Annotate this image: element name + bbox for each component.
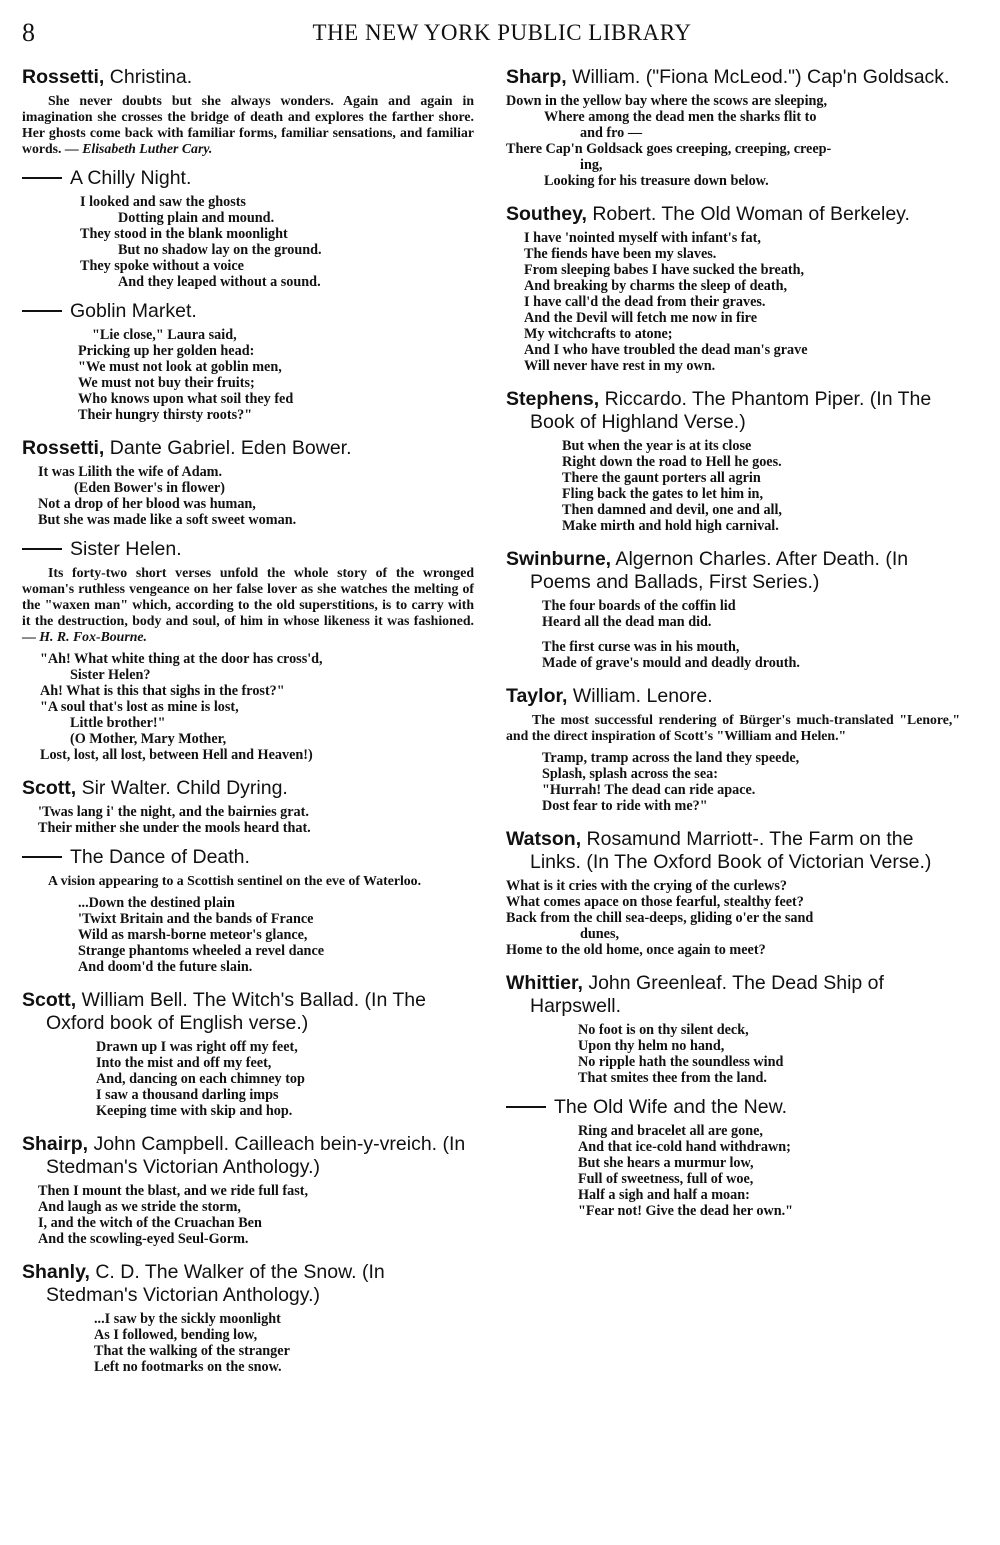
verse-line: And that ice-cold hand withdrawn; bbox=[578, 1139, 791, 1155]
verse-line: But no shadow lay on the ground. bbox=[118, 242, 322, 258]
verse-line: Dost fear to ride with me?" bbox=[542, 798, 708, 814]
verse-line: It was Lilith the wife of Adam. bbox=[38, 464, 223, 480]
verse-quote bbox=[22, 464, 474, 528]
catalog-entry bbox=[506, 1096, 960, 1219]
entry-title: William. ("Fiona McLeod.") Cap'n Goldsack. bbox=[566, 66, 950, 88]
verse-line: "Lie close," Laura said, bbox=[92, 327, 237, 343]
verse-line: They stood in the blank moonlight bbox=[80, 226, 288, 242]
entry-heading bbox=[506, 828, 960, 874]
right-column bbox=[506, 66, 960, 1233]
verse-quote bbox=[22, 895, 474, 975]
verse-line: The first curse was in his mouth, bbox=[542, 639, 740, 655]
entry-heading bbox=[506, 972, 960, 1018]
catalog-entry bbox=[506, 972, 960, 1086]
author-name: Scott, bbox=[22, 777, 77, 799]
entry-title: William. Lenore. bbox=[567, 685, 713, 707]
verse-line: Pricking up her golden head: bbox=[78, 343, 255, 359]
entry-title: A Chilly Night. bbox=[70, 167, 192, 189]
author-name: Shanly, bbox=[22, 1261, 90, 1283]
description-credit: H. R. Fox-Bourne. bbox=[39, 629, 147, 644]
catalog-entry bbox=[22, 66, 474, 157]
verse-line: And they leaped without a sound. bbox=[118, 274, 321, 290]
verse-line: And I who have troubled the dead man's grave bbox=[524, 342, 808, 358]
verse-line: But when the year is at its close bbox=[562, 438, 752, 454]
description-text: Its forty-two short verses unfold the whole story of the wronged woman's ruthless vengeance on her false lover as she watches the melting of the "waxen man" which, according to the old superstitions, is to carry with it the destruction, body and soul, of him in whose likeness it was fashioned. — bbox=[22, 565, 474, 644]
entry-heading bbox=[22, 66, 474, 89]
catalog-entry bbox=[506, 548, 960, 671]
entry-title: John Greenleaf. The Dead Ship of Harpswell. bbox=[530, 972, 884, 1017]
author-name: Whittier, bbox=[506, 972, 583, 994]
verse-line: No foot is on thy silent deck, bbox=[578, 1022, 749, 1038]
verse-line: There the gaunt porters all agrin bbox=[562, 470, 761, 486]
verse-quote bbox=[506, 750, 960, 814]
verse-line: And laugh as we stride the storm, bbox=[38, 1199, 241, 1215]
entry-title: Goblin Market. bbox=[70, 300, 197, 322]
verse-line: Heard all the dead man did. bbox=[542, 614, 712, 630]
verse-line: "Hurrah! The dead can ride apace. bbox=[542, 782, 756, 798]
entry-title: William Bell. The Witch's Ballad. (In The Oxford book of English verse.) bbox=[46, 989, 426, 1034]
verse-line: That smites thee from the land. bbox=[578, 1070, 767, 1086]
verse-line: "Fear not! Give the dead her own." bbox=[578, 1203, 794, 1219]
verse-line: And doom'd the future slain. bbox=[78, 959, 253, 975]
catalog-entry bbox=[506, 828, 960, 958]
author-name: Rossetti, bbox=[22, 437, 105, 459]
verse-line: Down in the yellow bay where the scows are sleeping, bbox=[506, 93, 828, 109]
verse-line: Full of sweetness, full of woe, bbox=[578, 1171, 754, 1187]
entry-heading bbox=[22, 538, 474, 561]
entry-heading bbox=[506, 1096, 960, 1119]
verse-line: Wild as marsh-borne meteor's glance, bbox=[78, 927, 308, 943]
catalog-entry bbox=[22, 777, 474, 836]
description-text: The most successful rendering of Bürger's much-translated "Lenore," and the direct inspiration of Scott's "William and Helen." bbox=[506, 712, 960, 743]
verse-line: And the Devil will fetch me now in fire bbox=[524, 310, 758, 326]
verse-line: I have 'nointed myself with infant's fat, bbox=[524, 230, 761, 246]
entry-description bbox=[22, 873, 474, 889]
entry-title: C. D. The Walker of the Snow. (In Stedman's Victorian Anthology.) bbox=[46, 1261, 385, 1306]
verse-line: Looking for his treasure down below. bbox=[544, 173, 769, 189]
verse-line: Back from the chill sea-deeps, gliding o'er the sand bbox=[506, 910, 814, 926]
author-name: Scott, bbox=[22, 989, 77, 1011]
verse-line: Little brother!" bbox=[70, 715, 166, 731]
catalog-entry bbox=[22, 167, 474, 290]
entry-heading bbox=[22, 1261, 474, 1307]
verse-line: But she was made like a soft sweet woman. bbox=[38, 512, 297, 528]
entry-heading bbox=[22, 1133, 474, 1179]
verse-quote bbox=[22, 1183, 474, 1247]
author-name: Watson, bbox=[506, 828, 582, 850]
verse-line: There Cap'n Goldsack goes creeping, creeping, creep- bbox=[506, 141, 832, 157]
catalog-entry bbox=[506, 388, 960, 534]
catalog-entry bbox=[22, 300, 474, 423]
verse-quote bbox=[22, 651, 474, 763]
verse-line: My witchcrafts to atone; bbox=[524, 326, 673, 342]
verse-line: Left no footmarks on the snow. bbox=[94, 1359, 282, 1375]
verse-line: From sleeping babes I have sucked the breath, bbox=[524, 262, 805, 278]
verse-quote bbox=[22, 804, 474, 836]
entry-title: Sir Walter. Child Dyring. bbox=[76, 777, 288, 799]
catalog-entry bbox=[22, 1133, 474, 1247]
entry-title: John Campbell. Cailleach bein-y-vreich. (In Stedman's Victorian Anthology.) bbox=[46, 1133, 466, 1178]
verse-line: What comes apace on those fearful, stealthy feet? bbox=[506, 894, 804, 910]
verse-line: Make mirth and hold high carnival. bbox=[562, 518, 779, 534]
verse-quote bbox=[22, 1039, 474, 1119]
verse-line: Lost, lost, all lost, between Hell and Heaven!) bbox=[40, 747, 313, 763]
entry-heading bbox=[506, 388, 960, 434]
verse-line: (O Mother, Mary Mother, bbox=[70, 731, 227, 747]
verse-line: I looked and saw the ghosts bbox=[80, 194, 246, 210]
entry-title: Algernon Charles. After Death. (In Poems and Ballads, First Series.) bbox=[530, 548, 909, 593]
verse-line: Where among the dead men the sharks flit to bbox=[544, 109, 817, 125]
catalog-entry bbox=[506, 203, 960, 374]
verse-line: The fiends have been my slaves. bbox=[524, 246, 717, 262]
verse-line: and fro — bbox=[580, 125, 643, 141]
entry-description bbox=[506, 712, 960, 744]
verse-line: Strange phantoms wheeled a revel dance bbox=[78, 943, 325, 959]
verse-quote bbox=[506, 598, 960, 671]
verse-line: Made of grave's mould and deadly drouth. bbox=[542, 655, 800, 671]
verse-line: Will never have rest in my own. bbox=[524, 358, 716, 374]
verse-line: I, and the witch of the Cruachan Ben bbox=[38, 1215, 262, 1231]
left-column bbox=[22, 66, 474, 1389]
ditto-dash bbox=[22, 177, 62, 179]
running-title: THE NEW YORK PUBLIC LIBRARY bbox=[312, 20, 692, 45]
verse-line: ...I saw by the sickly moonlight bbox=[94, 1311, 281, 1327]
ditto-dash bbox=[506, 1106, 546, 1108]
verse-line: ...Down the destined plain bbox=[78, 895, 235, 911]
description-text: She never doubts but she always wonders. Again and again in imagination she crosses the bridge of death and explores the farther shore. Her ghosts come back with familiar forms, familiar sensations, and familiar words. — bbox=[22, 93, 474, 156]
verse-line: What is it cries with the crying of the curlews? bbox=[506, 878, 787, 894]
verse-line: 'Twas lang i' the night, and the bairnies grat. bbox=[38, 804, 309, 820]
entry-title: Robert. The Old Woman of Berkeley. bbox=[586, 203, 910, 225]
entry-title: Sister Helen. bbox=[70, 538, 182, 560]
verse-quote bbox=[506, 1123, 960, 1219]
verse-line: I saw a thousand darling imps bbox=[96, 1087, 279, 1103]
catalog-entry bbox=[22, 538, 474, 763]
verse-line: I have call'd the dead from their graves. bbox=[524, 294, 766, 310]
verse-quote bbox=[506, 878, 960, 958]
entry-title: The Old Wife and the New. bbox=[554, 1096, 788, 1118]
verse-line: That the walking of the stranger bbox=[94, 1343, 290, 1359]
entry-title: Christina. bbox=[104, 66, 193, 88]
verse-quote bbox=[22, 1311, 474, 1375]
catalog-entry bbox=[506, 685, 960, 814]
verse-line: Fling back the gates to let him in, bbox=[562, 486, 763, 502]
author-name: Sharp, bbox=[506, 66, 567, 88]
verse-line: As I followed, bending low, bbox=[94, 1327, 258, 1343]
verse-line: Into the mist and off my feet, bbox=[96, 1055, 272, 1071]
verse-line: Ring and bracelet all are gone, bbox=[578, 1123, 763, 1139]
page-header bbox=[22, 18, 982, 52]
ditto-dash bbox=[22, 310, 62, 312]
verse-line: Their mither she under the mools heard that. bbox=[38, 820, 311, 836]
verse-line: Dotting plain and mound. bbox=[118, 210, 275, 226]
verse-quote bbox=[22, 194, 474, 290]
verse-line: And the scowling-eyed Seul-Gorm. bbox=[38, 1231, 249, 1247]
catalog-entry bbox=[506, 66, 960, 189]
entry-heading bbox=[22, 167, 474, 190]
verse-line: Ah! What is this that sighs in the frost?" bbox=[40, 683, 285, 699]
verse-line: Tramp, tramp across the land they speede, bbox=[542, 750, 800, 766]
entry-description bbox=[22, 93, 474, 157]
entry-heading bbox=[506, 203, 960, 226]
stanza-break bbox=[506, 630, 960, 639]
author-name: Southey, bbox=[506, 203, 587, 225]
verse-line: (Eden Bower's in flower) bbox=[74, 480, 225, 496]
verse-line: Drawn up I was right off my feet, bbox=[96, 1039, 298, 1055]
verse-line: 'Twixt Britain and the bands of France bbox=[78, 911, 314, 927]
verse-line: And, dancing on each chimney top bbox=[96, 1071, 305, 1087]
verse-line: Splash, splash across the sea: bbox=[542, 766, 718, 782]
verse-line: Upon thy helm no hand, bbox=[578, 1038, 725, 1054]
author-name: Rossetti, bbox=[22, 66, 105, 88]
verse-line: And breaking by charms the sleep of death, bbox=[524, 278, 788, 294]
verse-line: Home to the old home, once again to meet? bbox=[506, 942, 766, 958]
ditto-dash bbox=[22, 856, 62, 858]
entry-heading bbox=[506, 548, 960, 594]
verse-line: Who knows upon what soil they fed bbox=[78, 391, 294, 407]
verse-line: The four boards of the coffin lid bbox=[542, 598, 736, 614]
description-credit: Elisabeth Luther Cary. bbox=[82, 141, 213, 156]
verse-quote bbox=[506, 93, 960, 189]
entry-heading bbox=[506, 685, 960, 708]
catalog-entry bbox=[22, 437, 474, 528]
verse-line: ing, bbox=[580, 157, 603, 173]
page-number: 8 bbox=[22, 18, 35, 47]
verse-line: "A soul that's lost as mine is lost, bbox=[40, 699, 239, 715]
author-name: Stephens, bbox=[506, 388, 600, 410]
entry-title: Dante Gabriel. Eden Bower. bbox=[104, 437, 352, 459]
verse-line: Not a drop of her blood was human, bbox=[38, 496, 256, 512]
entry-heading bbox=[22, 846, 474, 869]
verse-line: "Ah! What white thing at the door has cross'd, bbox=[40, 651, 323, 667]
entry-heading bbox=[22, 777, 474, 800]
ditto-dash bbox=[22, 548, 62, 550]
verse-line: Right down the road to Hell he goes. bbox=[562, 454, 782, 470]
verse-line: We must not buy their fruits; bbox=[78, 375, 255, 391]
author-name: Shairp, bbox=[22, 1133, 89, 1155]
catalog-entry bbox=[22, 989, 474, 1119]
verse-quote bbox=[506, 1022, 960, 1086]
verse-line: Their hungry thirsty roots?" bbox=[78, 407, 253, 423]
verse-line: Then damned and devil, one and all, bbox=[562, 502, 782, 518]
verse-line: But she hears a murmur low, bbox=[578, 1155, 754, 1171]
verse-line: Half a sigh and half a moan: bbox=[578, 1187, 750, 1203]
verse-line: They spoke without a voice bbox=[80, 258, 244, 274]
verse-line: Sister Helen? bbox=[70, 667, 151, 683]
entry-heading bbox=[22, 437, 474, 460]
verse-quote bbox=[506, 230, 960, 374]
author-name: Taylor, bbox=[506, 685, 568, 707]
verse-line: No ripple hath the soundless wind bbox=[578, 1054, 784, 1070]
verse-line: Then I mount the blast, and we ride full fast, bbox=[38, 1183, 308, 1199]
entry-heading bbox=[22, 300, 474, 323]
description-text: A vision appearing to a Scottish sentinel on the eve of Waterloo. bbox=[48, 873, 422, 888]
verse-line: Keeping time with skip and hop. bbox=[96, 1103, 293, 1119]
author-name: Swinburne, bbox=[506, 548, 612, 570]
entry-title: The Dance of Death. bbox=[70, 846, 250, 868]
entry-heading bbox=[22, 989, 474, 1035]
verse-line: dunes, bbox=[580, 926, 620, 942]
entry-description bbox=[22, 565, 474, 645]
entry-title: Riccardo. The Phantom Piper. (In The Book of Highland Verse.) bbox=[530, 388, 932, 433]
entry-title: Rosamund Marriott-. The Farm on the Links. (In The Oxford Book of Victorian Verse.) bbox=[530, 828, 932, 873]
verse-quote bbox=[22, 327, 474, 423]
catalog-entry bbox=[22, 846, 474, 975]
catalog-entry bbox=[22, 1261, 474, 1375]
verse-line: "We must not look at goblin men, bbox=[78, 359, 282, 375]
entry-heading bbox=[506, 66, 960, 89]
verse-quote bbox=[506, 438, 960, 534]
